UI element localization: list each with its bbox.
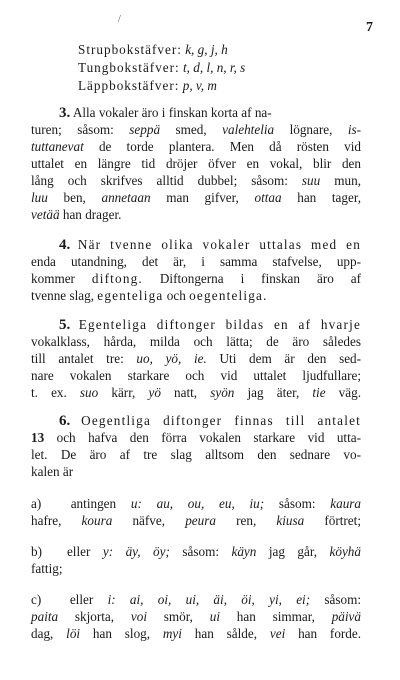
section-5-line-4: nare vokalen starkare och vid uttalet ljudfullare; <box>31 368 361 383</box>
page-number: 7 <box>366 20 373 35</box>
section-6-line-1: 6. Oegentliga diftonger finnas till antalet <box>59 413 361 429</box>
subsection-a-line-1: a) antingen u: au, ou, eu, iu; såsom: kaura <box>31 496 362 511</box>
section-5-line-5: t. ex. suo kärr, yö natt, syön jag äter, tie väg. <box>31 385 362 400</box>
consonant-row-tung: Tungbokstäfver: t, d, l, n, r, s <box>78 60 246 75</box>
section-6-line-4: kalen är <box>31 464 74 479</box>
section-3-line-4: uttalet en längre tid dröjer öfver en vokal, blir den <box>31 156 361 171</box>
section-3-line-3: tuttanevat de torde plantera. Men då rösten vid <box>31 139 362 154</box>
subsection-c-line-3: dag, löi han slog, myi han sålde, vei han forde. <box>31 626 362 641</box>
section-3-line-6: luu ben, annetaan man gifver, ottaa han tager, <box>31 190 362 205</box>
subsection-b-line-2: fattig; <box>31 561 63 576</box>
section-3-line-7: vetää han drager. <box>31 207 122 222</box>
section-3-line-1: 3. Alla vokaler äro i finskan korta af na- <box>59 105 272 121</box>
subsection-c-line-1: c) eller i: ai, oi, ui, äi, öi, yi, ei; såsom: <box>31 592 362 607</box>
section-6-line-3: let. De äro af tre slag alltsom den sednare vo- <box>31 447 361 462</box>
section-4-line-1: 4. När tvenne olika vokaler uttalas med en <box>59 237 361 253</box>
section-5-line-2: vokalklass, hårda, milda och lätta; de äro således <box>31 334 361 349</box>
section-number: 6. <box>59 413 71 429</box>
section-number: 3. <box>59 105 71 121</box>
section-number: 4. <box>59 237 71 253</box>
section-3-line-5: lång och skrifves alltid dubbel; såsom: suu mun, <box>31 173 362 188</box>
section-5-line-3: till antalet tre: uo, yö, ie. Uti dem är den sed- <box>31 351 362 366</box>
section-6-line-2: 13 och hafva den förra vokalen starkare vid utta- <box>31 430 362 445</box>
section-4-line-3: kommer diftong. Diftongerna i finskan äro af <box>31 271 362 286</box>
section-3-line-2: turen; såsom: seppä smed, valehtelia lögnare, is- <box>31 122 362 137</box>
section-4-line-2: enda utandning, det är, i samma stafvelse, upp- <box>31 254 361 269</box>
consonant-row-lapp: Läppbokstäfver: p, v, m <box>78 78 217 93</box>
section-4-line-4: tvenne slag, egenteliga och oegenteliga. <box>31 288 268 303</box>
subsection-a-line-2: hafre, koura näfve, peura ren, kiusa förtret; <box>31 513 361 528</box>
consonant-row-strup: Strupbokstäfver: k, g, j, h <box>78 42 228 57</box>
section-number: 5. <box>59 317 71 333</box>
subsection-c-line-2: paita skjorta, voi smör, ui han simmar, päivä <box>31 609 362 624</box>
section-5-line-1: 5. Egenteliga diftonger bildas en af hvarje <box>59 317 361 333</box>
subsection-b-line-1: b) eller y: äy, öy; såsom: käyn jag går, köyhä <box>31 544 361 559</box>
corner-mark: / <box>118 14 121 25</box>
